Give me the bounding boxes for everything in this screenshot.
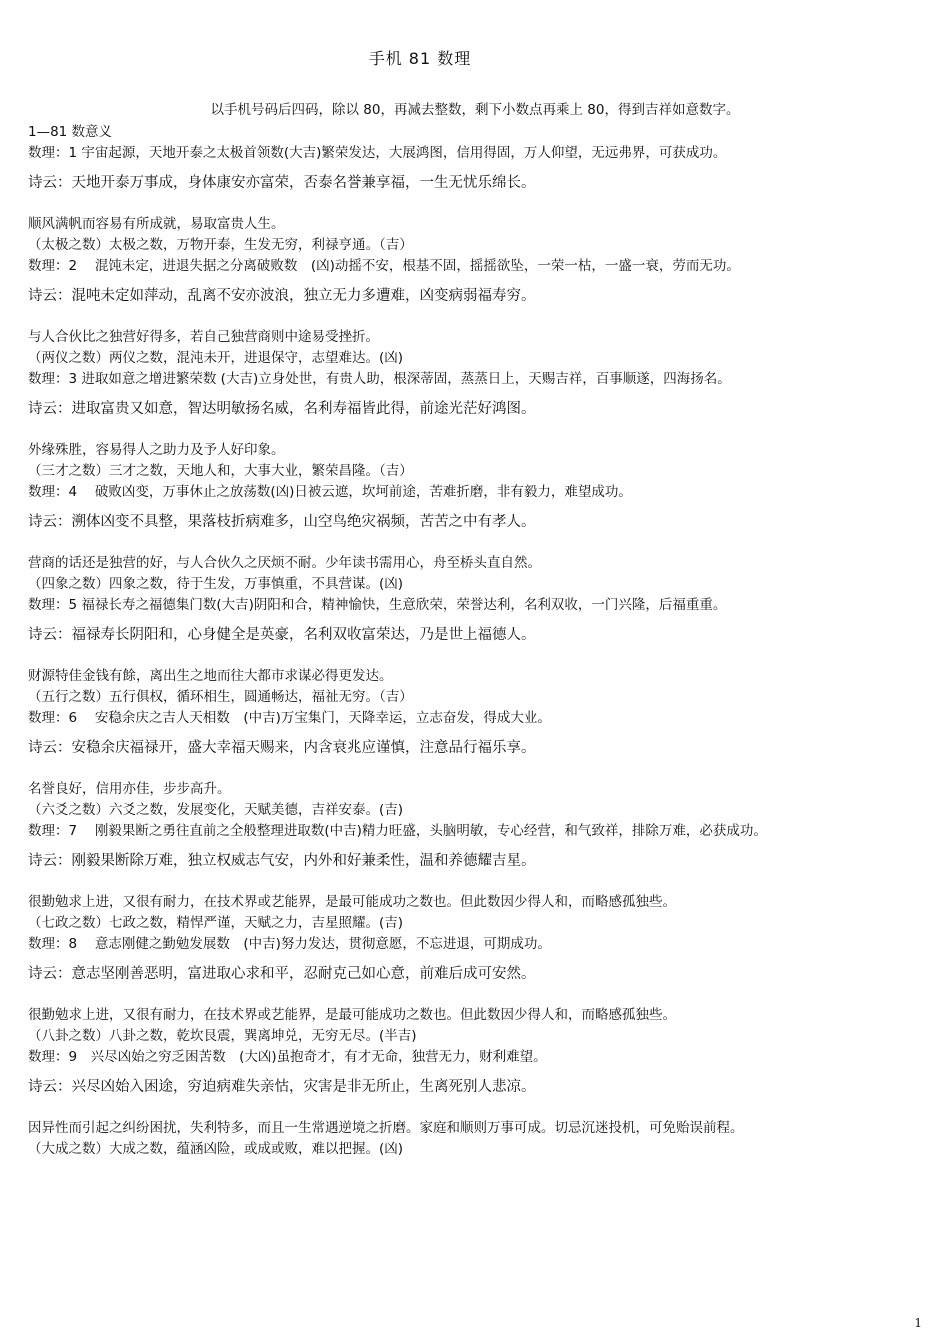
poem-line: 诗云：混吨未定如萍动，乱离不安亦波浪，独立无力多遭难，凶变病弱福寿穷。 [28, 288, 536, 304]
summary-line: 顺风满帆而容易有所成就，易取富贵人生。 [28, 216, 285, 232]
number-block [28, 934, 930, 1047]
summary-line: 因异性而引起之纠纷困扰，失利特多，而且一生常遇逆境之折磨。家庭和顺则万事可成。切忌沉迷投机，可免贻误前程。 [28, 1120, 744, 1136]
number-block [28, 821, 930, 934]
summary-line: 与人合伙比之独营好得多，若自己独营商则中途易受挫折。 [28, 329, 379, 345]
poem-line: 诗云：意志坚刚善恶明，富进取心求和平，忍耐克己如心意，前难后成可安然。 [28, 966, 536, 982]
number-block [28, 369, 930, 482]
number-line: 数理：1 宇宙起源，天地开泰之太极首领数(大吉)繁荣发达，大展鸿图，信用得固，万人仰望，无远弗界，可获成功。 [28, 145, 727, 161]
number-block [28, 143, 930, 256]
number-block [28, 708, 930, 821]
number-line: 数理：5 福禄长寿之福德集门数(大吉)阴阳和合，精神愉快，生意欣荣，荣誉达利，名利双收，一门兴隆，后福重重。 [28, 597, 727, 613]
name-line: （大成之数）大成之数，蕴涵凶险，或成或败，难以把握。(凶) [28, 1141, 404, 1157]
poem-line: 诗云：溯体凶变不具整，果落枝折病难多，山空鸟绝灾祸频，苦苦之中有孝人。 [28, 514, 536, 530]
number-line: 数理：6 安稳余庆之吉人天相数 (中吉)万宝集门，天降幸运，立志奋发，得成大业。 [28, 710, 551, 726]
poem-line: 诗云：进取富贵又如意，智达明敏扬名威，名利寿福皆此得，前途光茫好鸿图。 [28, 401, 536, 417]
summary-line: 营商的话还是独营的好，与人合伙久之厌烦不耐。少年读书需用心，舟至桥头直自然。 [28, 555, 541, 571]
name-line: （三才之数）三才之数，天地人和，大事大业，繁荣昌隆。（吉） [28, 463, 413, 479]
number-block [28, 1047, 930, 1160]
name-line: （六爻之数）六爻之数，发展变化，天赋美德，吉祥安泰。(吉) [28, 802, 404, 818]
summary-line: 财源特佳金钱有餘，离出生之地而往大都市求谋必得更发达。 [28, 668, 393, 684]
number-line: 数理：4 破败凶变，万事休止之放荡数(凶)日被云遮，坎坷前途，苦难折磨，非有毅力，难望成功。 [28, 484, 632, 500]
intro-text: 以手机号码后四码，除以 80，再减去整数，剩下小数点再乘上 80，得到吉祥如意数字。 [210, 102, 740, 118]
number-line: 数理：7 刚毅果断之勇往直前之全般整理进取数(中吉)精力旺盛，头脑明敏，专心经营，和气致祥，排除万难，必获成功。 [28, 823, 767, 839]
poem-line: 诗云：天地开泰万事成，身体康安亦富荣，否泰名誉兼享福，一生无忧乐绵长。 [28, 175, 536, 191]
summary-line: 外缘殊胜，容易得人之助力及予人好印象。 [28, 442, 285, 458]
number-line: 数理：8 意志刚健之勤勉发展数 (中吉)努力发达，贯彻意愿，不忘进退，可期成功。 [28, 936, 551, 952]
name-line: （太极之数）太极之数，万物开泰，生发无穷，利禄亨通。（吉） [28, 237, 413, 253]
poem-line: 诗云：安稳余庆福禄开，盛大幸福天赐来，内含衰兆应谨慎，注意品行福乐享。 [28, 740, 536, 756]
page-number: 1 [914, 1316, 922, 1330]
summary-line: 名誉良好，信用亦佳，步步高升。 [28, 781, 231, 797]
summary-line: 很勤勉求上进，又很有耐力，在技术界或艺能界，是最可能成功之数也。但此数因少得人和，而略感孤独些。 [28, 1007, 676, 1023]
page-title: 手机 81 数理 [368, 49, 472, 68]
summary-line: 很勤勉求上进，又很有耐力，在技术界或艺能界，是最可能成功之数也。但此数因少得人和，而略感孤独些。 [28, 894, 676, 910]
name-line: （五行之数）五行俱权，循环相生，圆通畅达，福祉无穷。（吉） [28, 689, 413, 705]
number-block [28, 595, 930, 708]
number-line: 数理：9 兴尽凶始之穷乏困苦数 (大凶)虽抱奇才，有才无命，独营无力，财利难望。 [28, 1049, 547, 1065]
number-line: 数理：3 进取如意之增进繁荣数 (大吉)立身处世，有贵人助，根深蒂固，蒸蒸日上，天赐吉祥，百事顺遂，四海扬名。 [28, 371, 731, 387]
number-line: 数理：2 混饨未定，进退失据之分离破败数 (凶)动摇不安，根基不固，摇摇欲坠，一荣一枯，一盛一衰，劳而无功。 [28, 258, 740, 274]
document-body [28, 122, 930, 1160]
name-line: （七政之数）七政之数，精悍严谨，天赋之力，吉星照耀。(吉) [28, 915, 404, 931]
number-block [28, 256, 930, 369]
name-line: （两仪之数）两仪之数，混沌未开，进退保守，志望难达。(凶) [28, 350, 404, 366]
name-line: （四象之数）四象之数，待于生发，万事慎重，不具营谋。(凶) [28, 576, 404, 592]
poem-line: 诗云：福禄寿长阴阳和，心身健全是英豪，名利双收富荣达，乃是世上福德人。 [28, 627, 536, 643]
name-line: （八卦之数）八卦之数，乾坎艮震，巽离坤兑，无穷无尽。(半吉) [28, 1028, 417, 1044]
poem-line: 诗云：刚毅果断除万难，独立权威志气安，内外和好兼柔性，温和养德耀吉星。 [28, 853, 536, 869]
poem-line: 诗云：兴尽凶始入困途，穷迫病难失亲怙，灾害是非无所止，生离死别人悲凉。 [28, 1079, 536, 1095]
number-block [28, 482, 930, 595]
section-heading: 1—81 数意义 [28, 124, 113, 140]
